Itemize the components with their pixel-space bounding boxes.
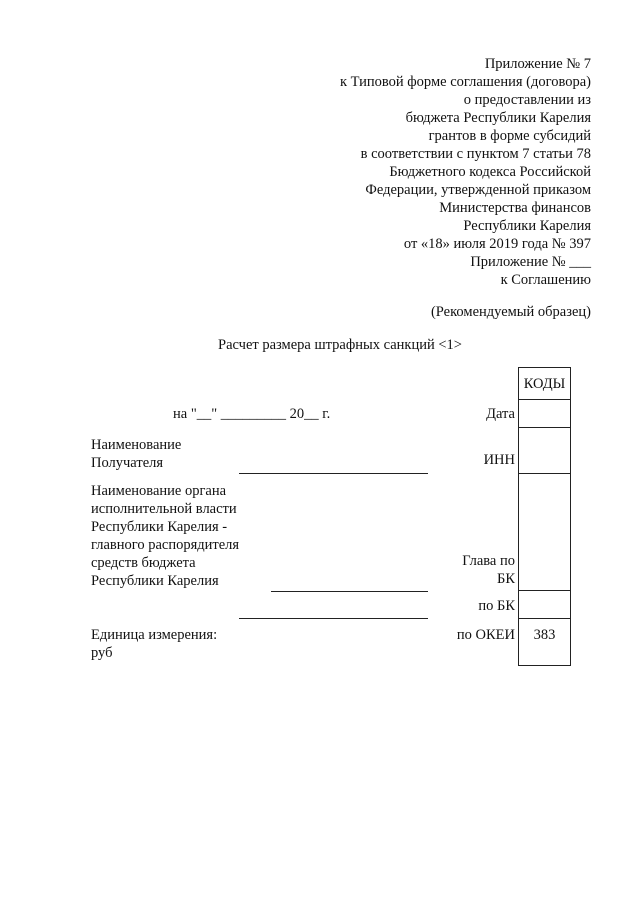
- inn-code-label: ИНН: [483, 452, 515, 468]
- okei-code-label: по ОКЕИ: [456, 627, 515, 643]
- header-line: Бюджетного кодекса Российской: [389, 164, 591, 180]
- code-inn-cell: [519, 427, 570, 473]
- code-by-bk-cell: [519, 590, 570, 618]
- header-line: грантов в форме субсидий: [428, 128, 591, 144]
- authority-label-line: Республики Карелия -: [91, 519, 228, 535]
- chapter-code-label: Глава по: [462, 553, 515, 569]
- recipient-underline: [239, 473, 428, 474]
- code-date-cell: [519, 399, 570, 427]
- authority-underline: [271, 591, 428, 592]
- authority-label-line: исполнительной власти: [91, 501, 237, 517]
- recipient-label-line: Получателя: [91, 455, 164, 471]
- header-line: Федерации, утвержденной приказом: [365, 182, 591, 198]
- codes-table: [518, 367, 571, 666]
- code-okei-cell: 383: [519, 618, 570, 665]
- header-line: о предоставлении из: [463, 92, 591, 108]
- extra-underline: [239, 618, 428, 619]
- header-line: бюджета Республики Карелия: [405, 110, 591, 126]
- authority-label-line: Наименование органа: [91, 483, 227, 499]
- header-line: Приложение № ___: [470, 254, 591, 270]
- header-line: в соответствии с пунктом 7 статьи 78: [360, 146, 591, 162]
- unit-label: Единица измерения:: [91, 627, 218, 643]
- by-bk-code-label: по БК: [478, 598, 515, 614]
- recommended-sample: (Рекомендуемый образец): [430, 304, 591, 320]
- date-line: на "__" _________ 20__ г.: [173, 406, 331, 422]
- header-line: от «18» июля 2019 года № 397: [403, 236, 591, 252]
- code-chapter-cell: [519, 473, 570, 590]
- codes-header: КОДЫ: [523, 376, 566, 392]
- header-line: к Типовой форме соглашения (договора): [339, 74, 591, 90]
- date-code-label: Дата: [486, 406, 515, 422]
- authority-label-line: средств бюджета: [91, 555, 196, 571]
- page-title: Расчет размера штрафных санкций <1>: [218, 337, 462, 353]
- header-line: Республики Карелия: [463, 218, 591, 234]
- header-line: к Соглашению: [500, 272, 591, 288]
- header-line: Приложение № 7: [484, 56, 591, 72]
- recipient-label-line: Наименование: [91, 437, 182, 453]
- authority-label-line: Республики Карелия: [91, 573, 219, 589]
- chapter-code-label: БК: [497, 571, 515, 587]
- header-line: Министерства финансов: [439, 200, 591, 216]
- authority-label-line: главного распорядителя: [91, 537, 240, 553]
- unit-value: руб: [91, 645, 113, 661]
